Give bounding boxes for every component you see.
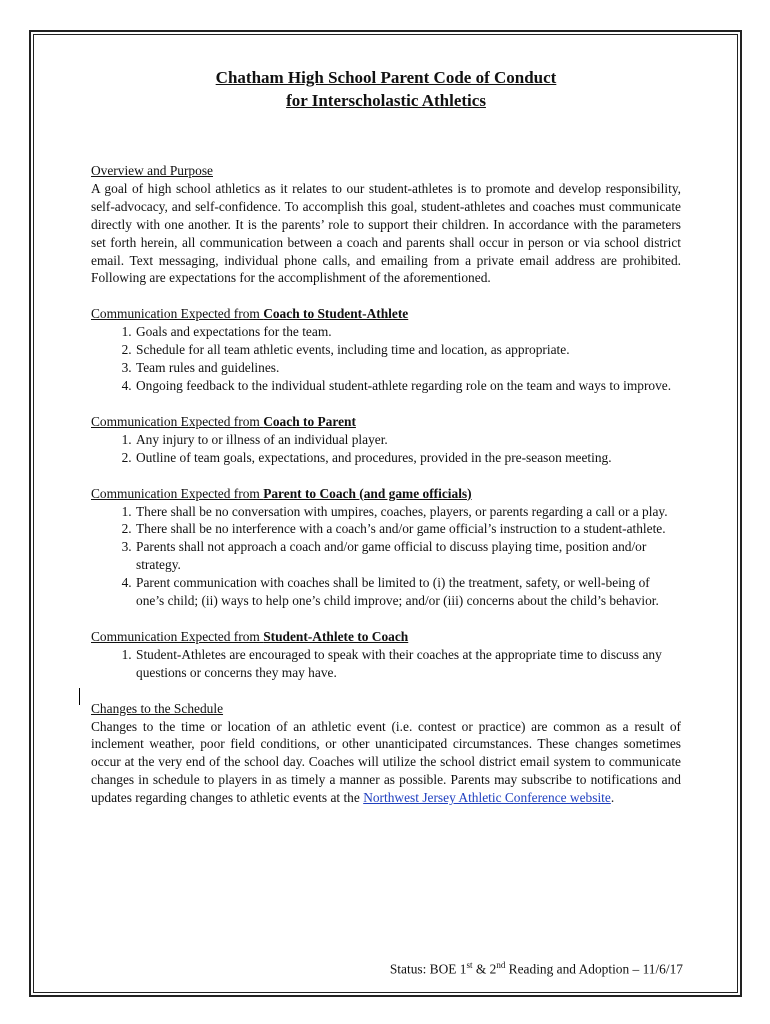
coach-to-athlete-list <box>91 323 681 395</box>
schedule-changes-text: Changes to the time or location of an athletic event (i.e. contest or practice) are common as a result of inclement weather, poor field conditions, or other unanticipated circumstances. These changes sometimes occur at the very end of the school day. Coaches will utilize the school district email system to communicate changes in schedule to players in as timely a manner as possible. Parents may subscribe to notifications and updates regarding changes to athletic events at the Northwest Jersey Athletic Conference website. <box>91 718 681 806</box>
njac-website-link[interactable]: Northwest Jersey Athletic Conference website <box>363 790 611 806</box>
document-body <box>91 66 681 807</box>
list-item: 2. Schedule for all team athletic events, including time and location, as appropriate. <box>135 341 681 359</box>
parent-to-coach-list <box>91 503 681 610</box>
coach-to-athlete-heading: Communication Expected from Coach to Student-Athlete <box>91 306 409 322</box>
list-item: 4. Ongoing feedback to the individual student-athlete regarding role on the team and ways to improve. <box>135 377 681 395</box>
status-line: Status: BOE 1st & 2nd Reading and Adoption – 11/6/17 <box>389 960 683 977</box>
overview-heading: Overview and Purpose <box>91 163 213 178</box>
overview-text: A goal of high school athletics as it relates to our student-athletes is to promote and develop responsibility, self-advocacy, and self-confidence. To accomplish this goal, student-athletes and coaches must communicate directly with one another. It is the parents’ role to support their children. In accordance with the parameters set forth herein, all communication between a coach and parents shall occur in person or via school district email. Text messaging, individual phone calls, and emailing from a private email address are prohibited. Following are expectations for the accomplishment of the aforementioned. <box>91 180 681 286</box>
list-item: 4. Parent communication with coaches shall be limited to (i) the treatment, safety, or well-being of one’s child; (ii) ways to help one’s child improve; and/or (iii) concerns about the child’s behavior. <box>135 574 681 610</box>
list-item: 3. Team rules and guidelines. <box>135 359 681 377</box>
list-item: 1. There shall be no conversation with umpires, coaches, players, or parents regarding a call or a play. <box>135 503 681 521</box>
coach-to-parent-list <box>91 431 681 467</box>
list-item: 2. There shall be no interference with a coach’s and/or game official’s instruction to a student-athlete. <box>135 520 681 538</box>
title-line-1: Chatham High School Parent Code of Conduct <box>215 68 557 87</box>
coach-to-athlete-section <box>91 305 681 395</box>
document-title <box>91 66 681 112</box>
athlete-to-coach-heading: Communication Expected from Student-Athlete to Coach <box>91 628 409 644</box>
parent-to-coach-section <box>91 485 681 610</box>
parent-to-coach-heading: Communication Expected from Parent to Coach (and game officials) <box>91 485 472 501</box>
text-cursor <box>79 688 80 705</box>
overview-section <box>91 162 681 287</box>
coach-to-parent-heading: Communication Expected from Coach to Parent <box>91 413 356 429</box>
schedule-changes-heading: Changes to the Schedule <box>91 700 224 716</box>
title-line-2: for Interscholastic Athletics <box>286 91 486 110</box>
list-item: 1. Any injury to or illness of an individual player. <box>135 431 681 449</box>
list-item: 3. Parents shall not approach a coach and/or game official to discuss playing time, position and/or strategy. <box>135 538 681 574</box>
athlete-to-coach-list <box>91 646 681 682</box>
list-item: 2. Outline of team goals, expectations, and procedures, provided in the pre-season meeting. <box>135 449 681 467</box>
coach-to-parent-section <box>91 413 681 467</box>
schedule-changes-section <box>91 700 681 807</box>
list-item: 1. Goals and expectations for the team. <box>135 323 681 341</box>
athlete-to-coach-section <box>91 628 681 682</box>
list-item: 1. Student-Athletes are encouraged to speak with their coaches at the appropriate time to discuss any questions or concerns they may have. <box>135 646 681 682</box>
